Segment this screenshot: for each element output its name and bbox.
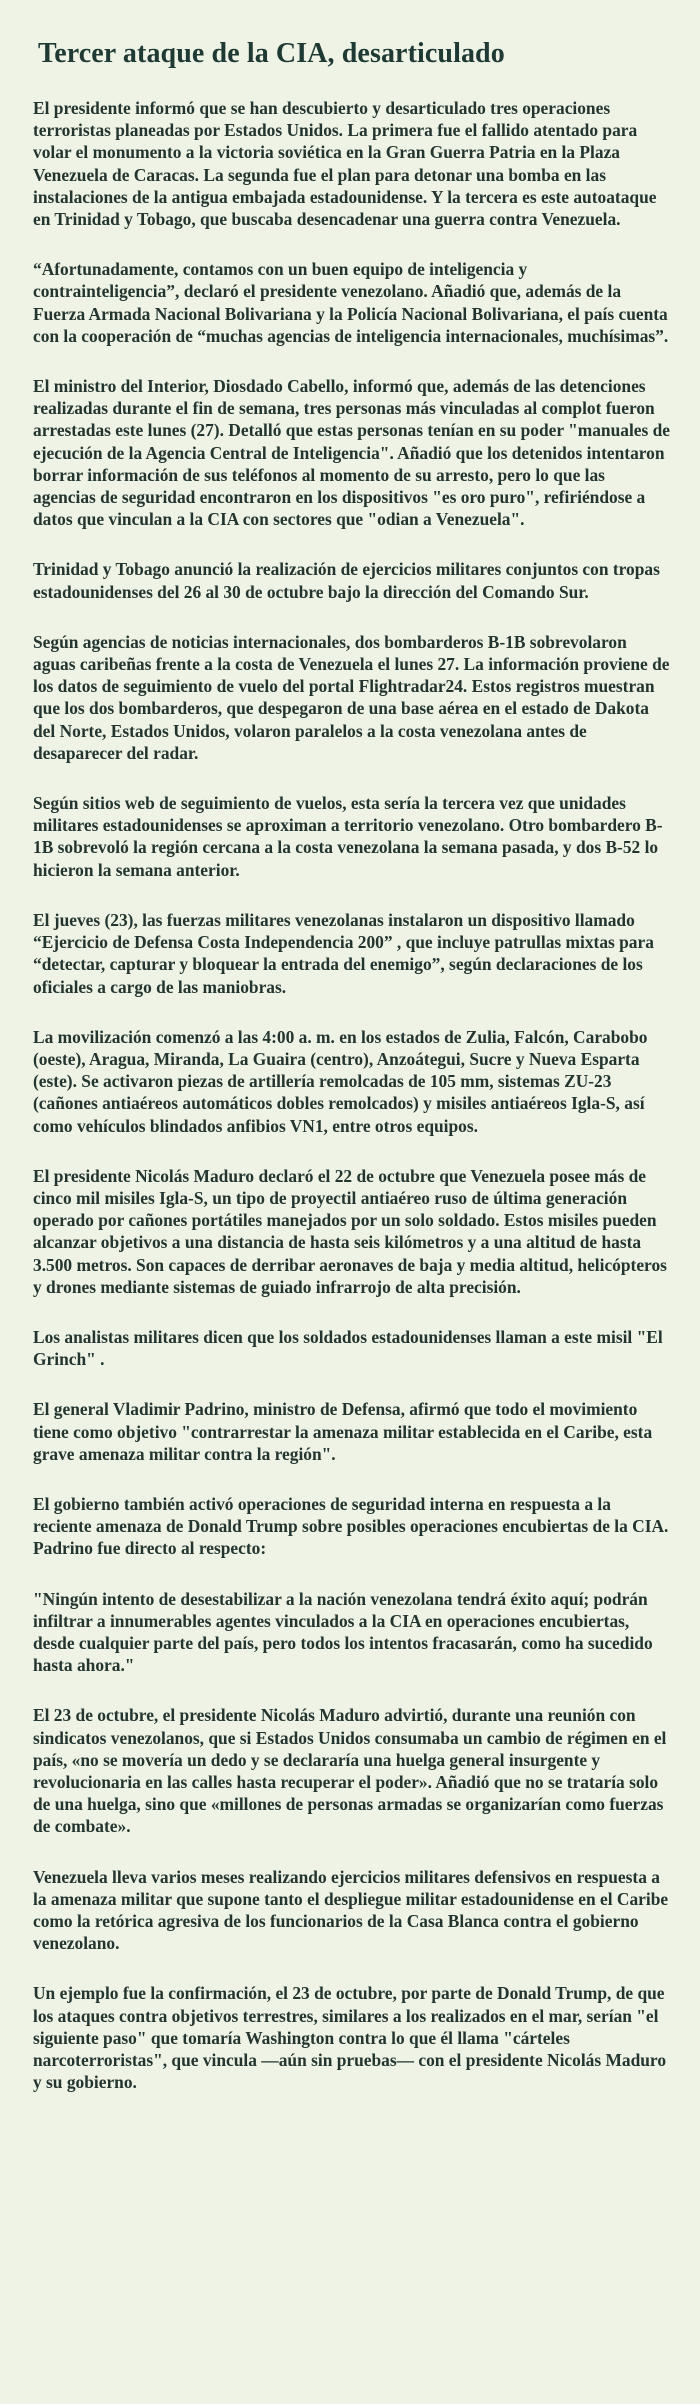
article-paragraph: El general Vladimir Padrino, ministro de Defensa, afirmó que todo el movimiento tiene como objetivo "contrarrestar la amenaza militar establecida en el Caribe, esta grave amenaza militar contra la región". (33, 1399, 653, 1464)
article-paragraph: Venezuela lleva varios meses realizando ejercicios militares defensivos en respuesta a la amenaza militar que supone tanto el despliegue militar estadounidense en el Caribe como la retórica agresiva de los funcionarios de la Casa Blanca contra el gobierno venezolano. (33, 1866, 669, 1954)
article-paragraph: Según agencias de noticias internacionales, dos bombarderos B-1B sobrevolaron aguas caribeñas frente a la costa de Venezuela el lunes 27. La información proviene de los datos de seguimiento de vuelo del portal Flightradar24. Estos registros muestran que los dos bombarderos, que despegaron de una base aérea en el estado de Dakota del Norte, Estados Unidos, volaron paralelos a la costa venezolana antes de desaparecer del radar. (33, 631, 670, 763)
article-paragraph: Según sitios web de seguimiento de vuelos, esta sería la tercera vez que unidades militares estadounidenses se aproximan a territorio venezolano. Otro bombardero B-1B sobrevoló la región cercana a la costa venezolana la semana pasada, y dos B-52 lo hicieron la semana anterior. (33, 793, 663, 880)
article-paragraph: El gobierno también activó operaciones de seguridad interna en respuesta a la reciente amenaza de Donald Trump sobre posibles operaciones encubiertas de la CIA. Padrino fue directo al respecto: (33, 1493, 669, 1559)
article-paragraph: Los analistas militares dicen que los soldados estadounidenses llaman a este misil "El Grinch" . (33, 1326, 663, 1370)
article-body (33, 97, 672, 2093)
article-paragraph: El ministro del Interior, Diosdado Cabello, informó que, además de las detenciones realizadas durante el fin de semana, tres personas más vinculadas al complot fueron arrestadas este lunes (27). Detalló que estas personas tenían en su poder "manuales de ejecución de la Agencia Central de Inteligencia". Añadió que los detenidos intentaron borrar información de sus teléfonos al momento de su arresto, pero lo que las agencias de seguridad encontraron en los dispositivos "es oro puro", refiriéndose a datos que vinculan a la CIA con sectores que "odian a Venezuela". (33, 376, 671, 530)
article-paragraph: Un ejemplo fue la confirmación, el 23 de octubre, por parte de Donald Trump, de que los ataques contra objetivos terrestres, similares a los realizados en el mar, serían "el siguiente paso" que tomaría Washington contra lo que él llama "cárteles narcoterroristas", que vincula —aún sin pruebas— con el presidente Nicolás Maduro y su gobierno. (33, 1983, 667, 2093)
article-paragraph: “Afortunadamente, contamos con un buen equipo de inteligencia y contrainteligencia”, declaró el presidente venezolano. Añadió que, además de la Fuerza Armada Nacional Bolivariana y la Policía Nacional Bolivariana, el país cuenta con la cooperación de “muchas agencias de inteligencia internacionales, muchísimas”. (33, 259, 669, 346)
article-paragraph: El jueves (23), las fuerzas militares venezolanas instalaron un dispositivo llamado “Ejercicio de Defensa Costa Independencia 200” , que incluye patrullas mixtas para “detectar, capturar y bloquear la entrada del enemigo”, según declaraciones de los oficiales a cargo de las maniobras. (33, 909, 654, 997)
article-paragraph: La movilización comenzó a las 4:00 a. m. en los estados de Zulia, Falcón, Carabobo (oeste), Aragua, Miranda, La Guaira (centro), Anzoátegui, Sucre y Nueva Esparta (este). Se activaron piezas de artillería remolcadas de 105 mm, sistemas ZU-23 (cañones antiaéreos automáticos dobles remolcados) y misiles antiaéreos Igla-S, así como vehículos blindados anfibios VN1, entre otros equipos. (33, 1026, 648, 1136)
article-paragraph: Trinidad y Tobago anunció la realización de ejercicios militares conjuntos con tropas estadounidenses del 26 al 30 de octubre bajo la dirección del Comando Sur. (33, 559, 660, 602)
article-paragraph: "Ningún intento de desestabilizar a la nación venezolana tendrá éxito aquí; podrán infiltrar a innumerables agentes vinculados a la CIA en operaciones encubiertas, desde cualquier parte del país, pero todos los intentos fracasarán, como ha sucedido hasta ahora." (33, 1588, 653, 1676)
article-paragraph: El presidente Nicolás Maduro declaró el 22 de octubre que Venezuela posee más de cinco mil misiles Igla-S, un tipo de proyectil antiaéreo ruso de última generación operado por cañones portátiles manejados por un solo soldado. Estos misiles pueden alcanzar objetivos a una distancia de hasta seis kilómetros y a una altitud de hasta 3.500 metros. Son capaces de derribar aeronaves de baja y media altitud, helicópteros y drones mediante sistemas de guiado infrarrojo de alta precisión. (33, 1165, 667, 1297)
article-paragraph: El 23 de octubre, el presidente Nicolás Maduro advirtió, durante una reunión con sindicatos venezolanos, que si Estados Unidos consumaba un cambio de régimen en el país, «no se movería un dedo y se declararía una huelga general insurgente y revolucionaria en las calles hasta recuperar el poder». Añadió que no se trataría solo de una huelga, sino que «millones de personas armadas se organizarían como fuerzas de combate». (33, 1705, 667, 1837)
article-title: Tercer ataque de la CIA, desarticulado (38, 38, 505, 69)
article-paragraph: El presidente informó que se han descubierto y desarticulado tres operaciones terroristas planeadas por Estados Unidos. La primera fue el fallido atentado para volar el monumento a la victoria soviética en la Gran Guerra Patria en la Plaza Venezuela de Caracas. La segunda fue el plan para detonar una bomba en las instalaciones de la antigua embajada estadounidense. Y la tercera es este autoataque en Trinidad y Tobago, que buscaba desencadenar una guerra contra Venezuela. (33, 98, 657, 230)
